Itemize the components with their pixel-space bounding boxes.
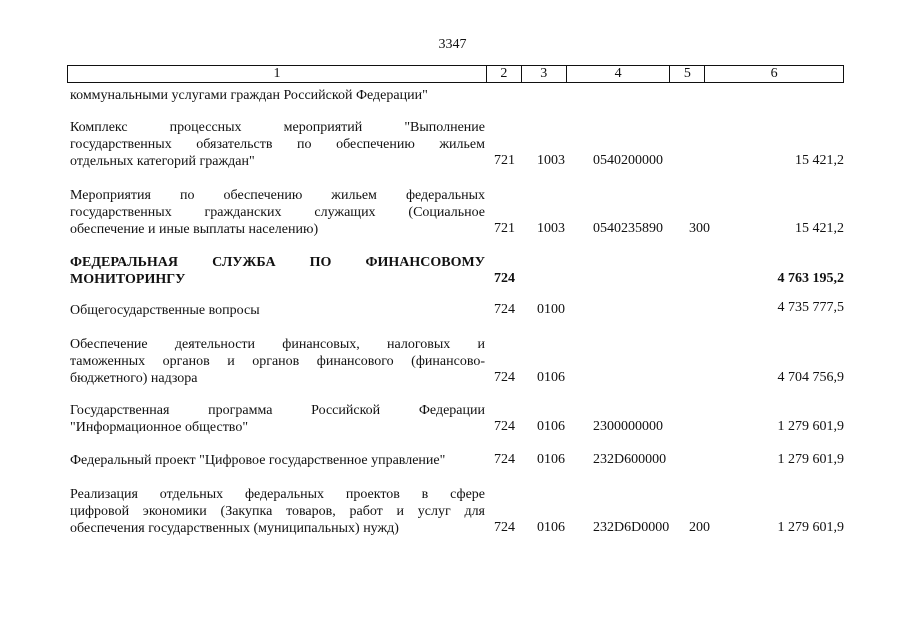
description-line: Государственная программа Российской Федерации xyxy=(70,403,485,418)
header-cell-1: 1 xyxy=(68,66,487,82)
table-header-row xyxy=(67,65,844,83)
ministry-code: 724 xyxy=(494,302,515,317)
expense-code: 300 xyxy=(689,221,710,236)
row-description xyxy=(70,452,485,469)
row-description xyxy=(70,486,485,537)
ministry-code: 724 xyxy=(494,419,515,434)
description-line: МОНИТОРИНГУ xyxy=(70,272,186,287)
row-description xyxy=(70,302,485,319)
row-description xyxy=(70,119,485,170)
description-line: государственных обязательств по обеспечению жильем xyxy=(70,137,485,152)
header-cell-4: 4 xyxy=(567,66,671,82)
section-code: 0106 xyxy=(537,452,565,467)
row-description xyxy=(70,254,485,288)
description-line: Общегосударственные вопросы xyxy=(70,303,260,318)
ministry-code: 721 xyxy=(494,221,515,236)
description-line: цифровой экономики (Закупка товаров, работ и услуг для xyxy=(70,504,485,519)
description-line: ФЕДЕРАЛЬНАЯ СЛУЖБА ПО ФИНАНСОВОМУ xyxy=(70,255,485,270)
page-number: 3347 xyxy=(438,37,467,52)
header-cell-6: 6 xyxy=(770,66,778,81)
amount: 1 279 601,9 xyxy=(777,419,844,434)
description-line: Мероприятия по обеспечению жильем федеральных xyxy=(70,188,485,203)
description-line: обеспечения государственных (муниципальных) нужд) xyxy=(70,521,399,536)
ministry-code: 724 xyxy=(494,520,515,535)
amount: 15 421,2 xyxy=(795,153,844,168)
ministry-code: 724 xyxy=(494,370,515,385)
header-cell-3: 3 xyxy=(522,66,567,82)
amount: 4 763 195,2 xyxy=(777,271,844,286)
description-line: Обеспечение деятельности финансовых, налоговых и xyxy=(70,337,485,352)
description-line: Реализация отдельных федеральных проектов в сфере xyxy=(70,487,485,502)
row-description xyxy=(70,402,485,436)
amount: 4 704 756,9 xyxy=(777,370,844,385)
amount: 15 421,2 xyxy=(795,221,844,236)
row-description xyxy=(70,187,485,238)
description-line: таможенных органов и органов финансового (финансово- xyxy=(70,354,485,369)
ministry-code: 724 xyxy=(494,271,515,286)
description-line: отдельных категорий граждан" xyxy=(70,154,255,169)
section-code: 0106 xyxy=(537,419,565,434)
description-line: Комплекс процессных мероприятий "Выполнение xyxy=(70,120,485,135)
target-code: 232D6D0000 xyxy=(593,520,670,535)
row-description xyxy=(70,87,485,104)
ministry-code: 724 xyxy=(494,452,515,467)
section-code: 0106 xyxy=(537,370,565,385)
target-code: 0540235890 xyxy=(593,221,663,236)
amount: 1 279 601,9 xyxy=(777,452,844,467)
section-code: 1003 xyxy=(537,153,565,168)
description-line: Федеральный проект "Цифровое государственное управление" xyxy=(70,453,446,468)
amount: 1 279 601,9 xyxy=(777,520,844,535)
header-cell-5: 5 xyxy=(670,66,705,82)
header-cell-2: 2 xyxy=(487,66,522,82)
description-line: обеспечение и иные выплаты населению) xyxy=(70,222,319,237)
section-code: 1003 xyxy=(537,221,565,236)
target-code: 0540200000 xyxy=(593,153,663,168)
description-line: "Информационное общество" xyxy=(70,420,249,435)
section-code: 0100 xyxy=(537,302,565,317)
description-line: государственных гражданских служащих (Социальное xyxy=(70,205,485,220)
ministry-code: 721 xyxy=(494,153,515,168)
description-line: бюджетного) надзора xyxy=(70,371,198,386)
target-code: 232D600000 xyxy=(593,452,667,467)
amount: 4 735 777,5 xyxy=(777,300,844,315)
row-description xyxy=(70,336,485,387)
description-line: коммунальными услугами граждан Российской Федерации" xyxy=(70,88,428,103)
section-code: 0106 xyxy=(537,520,565,535)
expense-code: 200 xyxy=(689,520,710,535)
target-code: 2300000000 xyxy=(593,419,663,434)
